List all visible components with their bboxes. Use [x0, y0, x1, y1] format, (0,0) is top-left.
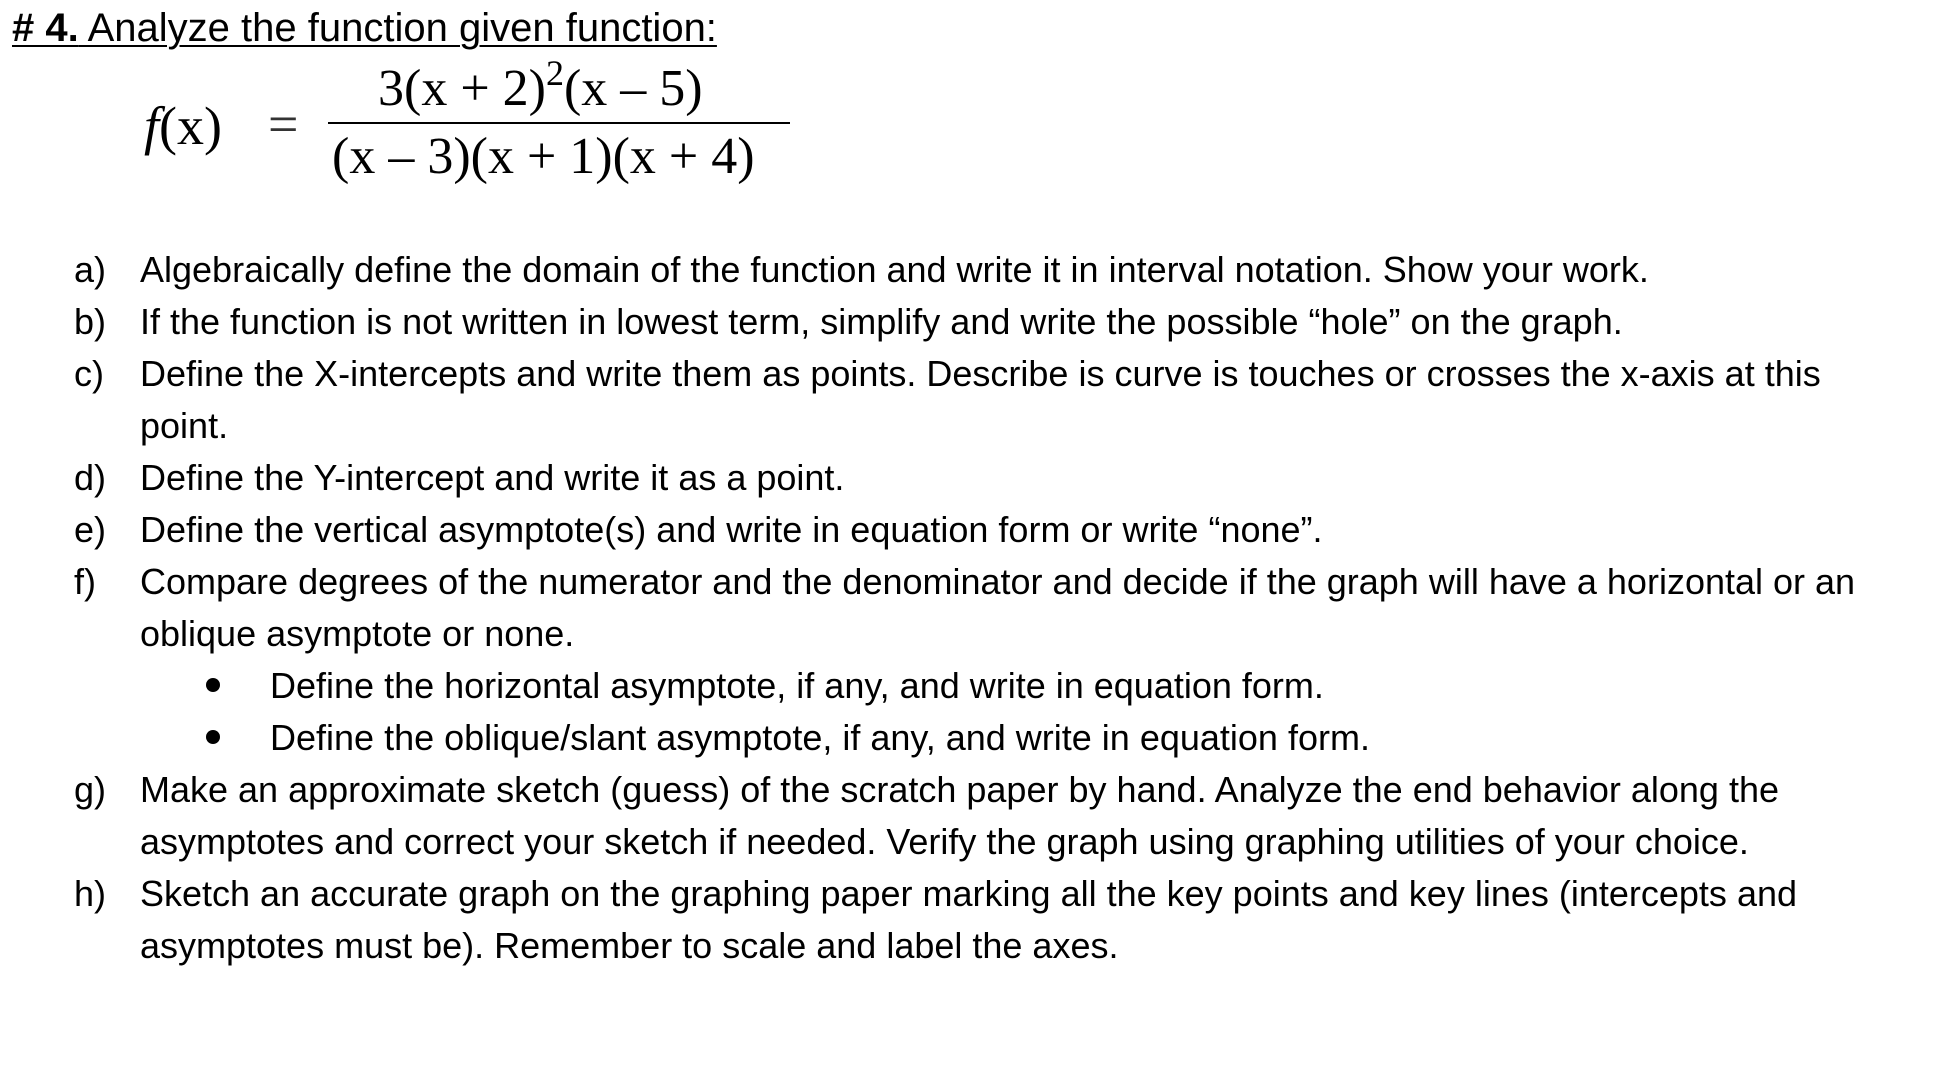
- item-marker: c): [74, 353, 104, 394]
- bullet-icon: [206, 730, 220, 744]
- item-marker: d): [74, 457, 107, 498]
- question-item-f: [0, 556, 1934, 660]
- formula-denominator: (x – 3)(x + 1)(x + 4): [332, 128, 755, 185]
- item-text: Make an approximate sketch (guess) of the scratch paper by hand. Analyze the end behavior along the asymptotes and correct your sketch if needed. Verify the graph using graphing utilities of your choice.: [140, 769, 1780, 862]
- item-marker: b): [74, 301, 107, 342]
- question-list: [0, 244, 1934, 972]
- item-marker: a): [74, 249, 107, 290]
- item-text: Sketch an accurate graph on the graphing paper marking all the key points and key lines (intercepts and asymptotes must be). Remember to scale and label the axes.: [140, 873, 1798, 966]
- question-item-a: [0, 244, 1934, 296]
- item-marker: f): [74, 561, 96, 602]
- formula-arg: (x): [159, 96, 222, 156]
- item-text: Algebraically define the domain of the function and write it in interval notation. Show your work.: [140, 249, 1649, 290]
- formula-f: f: [144, 96, 160, 156]
- fraction-bar: [328, 122, 790, 124]
- question-item-e: [0, 504, 1934, 556]
- problem-heading: [12, 4, 717, 52]
- question-item-b: [0, 296, 1934, 348]
- question-item-d: [0, 452, 1934, 504]
- item-marker: h): [74, 873, 107, 914]
- item-text: Define the vertical asymptote(s) and write in equation form or write “none”.: [140, 509, 1323, 550]
- item-text: If the function is not written in lowest term, simplify and write the possible “hole” on the graph.: [140, 301, 1623, 342]
- item-text: Define the X-intercepts and write them as points. Describe is curve is touches or crosses the x-axis at this point.: [140, 353, 1821, 446]
- formula-lhs: [144, 96, 222, 156]
- bullet-icon: [206, 678, 220, 692]
- function-formula: [138, 53, 798, 190]
- numerator-part-b: (x – 5): [563, 60, 703, 117]
- item-text: Define the Y-intercept and write it as a point.: [140, 457, 845, 498]
- item-text: Compare degrees of the numerator and the denominator and decide if the graph will have a horizontal or an oblique asymptote or none.: [140, 561, 1856, 654]
- sub-item-text: Define the oblique/slant asymptote, if any, and write in equation form.: [270, 717, 1370, 758]
- sub-item-horizontal: [0, 660, 1934, 712]
- formula-equals: =: [268, 94, 299, 154]
- numerator-part-a: 3(x + 2): [378, 60, 546, 117]
- sub-item-text: Define the horizontal asymptote, if any, and write in equation form.: [270, 665, 1324, 706]
- item-marker: g): [74, 769, 107, 810]
- formula-numerator: [378, 53, 703, 118]
- question-item-h: [0, 868, 1934, 972]
- numerator-exponent: 2: [545, 53, 564, 93]
- item-marker: e): [74, 509, 107, 550]
- problem-number: # 4.: [12, 6, 79, 50]
- problem-heading-text: Analyze the function given function:: [78, 6, 717, 50]
- question-item-g: [0, 764, 1934, 868]
- question-item-c: [0, 348, 1934, 452]
- sub-item-oblique: [0, 712, 1934, 764]
